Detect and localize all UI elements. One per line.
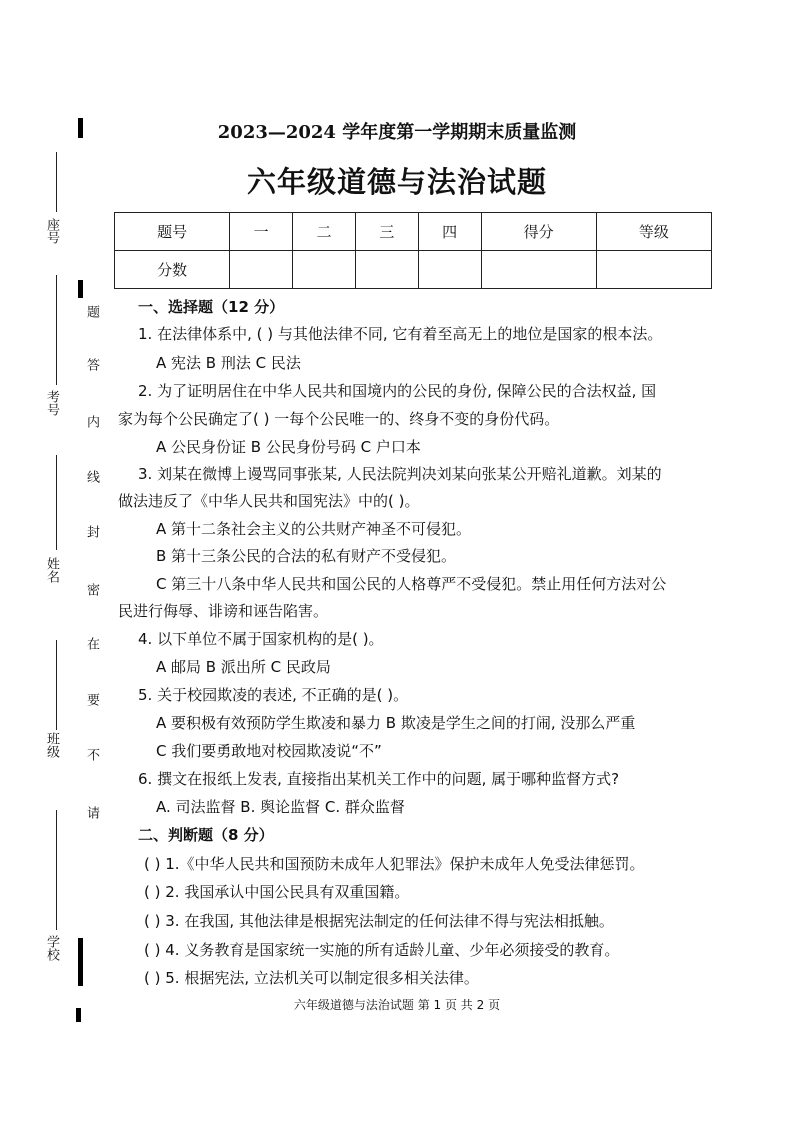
- seal-char: 要: [84, 693, 99, 706]
- seal-char: 在: [84, 637, 99, 650]
- exam-subtitle: 2023—2024 学年度第一学期期末质量监测: [217, 122, 577, 143]
- seal-char: 内: [84, 415, 99, 428]
- question-line: 1. 在法律体系中, ( ) 与其他法律不同, 它有着至高无上的地位是国家的根本法。: [138, 325, 663, 343]
- binding-mark: [78, 280, 83, 298]
- field-label-class: 班级: [44, 732, 59, 758]
- judgment-line: ( ) 3. 在我国, 其他法律是根据宪法制定的任何法律不得与宪法相抵触。: [144, 912, 614, 930]
- option-line: A. 司法监督 B. 舆论监督 C. 群众监督: [156, 798, 405, 816]
- seal-char: 题: [84, 305, 99, 318]
- judgment-line: ( ) 5. 根据宪法, 立法机关可以制定很多相关法律。: [144, 969, 479, 987]
- score-blank-cell[interactable]: [418, 251, 481, 289]
- question-line: 做法违反了《中华人民共和国宪法》中的( )。: [118, 492, 420, 510]
- score-table-cell: 得分: [481, 213, 596, 251]
- section-heading: 二、判断题（8 分）: [138, 826, 274, 844]
- binding-mark: [78, 938, 83, 986]
- seal-char: 答: [84, 358, 99, 371]
- score-table-cell: 等级: [596, 213, 711, 251]
- option-line: B 第十三条公民的合法的私有财产不受侵犯。: [156, 547, 457, 565]
- section-heading: 一、选择题（12 分）: [138, 298, 285, 316]
- score-table-score-row: [115, 251, 712, 289]
- field-underline-class: [56, 640, 57, 730]
- field-underline-school: [56, 810, 57, 930]
- score-blank-cell[interactable]: [355, 251, 418, 289]
- question-line: 3. 刘某在微博上谩骂同事张某, 人民法院判决刘某向张某公开赔礼道歉。刘某的: [138, 465, 662, 483]
- option-line: A 宪法 B 刑法 C 民法: [156, 354, 301, 372]
- score-table-cell: 分数: [115, 251, 230, 289]
- field-underline-name: [56, 455, 57, 550]
- score-blank-cell[interactable]: [481, 251, 596, 289]
- judgment-line: ( ) 1.《中华人民共和国预防未成年人犯罪法》保护未成年人免受法律惩罚。: [144, 855, 645, 873]
- score-table-cell: 二: [293, 213, 356, 251]
- option-line: C 我们要勇敢地对校园欺凌说“不”: [156, 742, 382, 760]
- question-line: 4. 以下单位不属于国家机构的是( )。: [138, 630, 384, 648]
- score-table-cell: 三: [355, 213, 418, 251]
- option-line: A 公民身份证 B 公民身份号码 C 户口本: [156, 438, 421, 456]
- question-line: 2. 为了证明居住在中华人民共和国境内的公民的身份, 保障公民的合法权益, 国: [138, 382, 657, 400]
- field-underline-exam-no: [56, 275, 57, 385]
- option-line: C 第三十八条中华人民共和国公民的人格尊严不受侵犯。禁止用任何方法对公: [156, 575, 667, 593]
- seal-char: 不: [84, 748, 99, 761]
- score-table-header-row: [115, 213, 712, 251]
- option-line: A 第十二条社会主义的公共财产神圣不可侵犯。: [156, 520, 472, 538]
- score-table-cell: 四: [418, 213, 481, 251]
- question-line: 5. 关于校园欺凌的表述, 不正确的是( )。: [138, 686, 409, 704]
- score-blank-cell[interactable]: [596, 251, 711, 289]
- score-table: [114, 212, 712, 289]
- score-table-cell: 题号: [115, 213, 230, 251]
- option-line: A 要积极有效预防学生欺凌和暴力 B 欺凌是学生之间的打闹, 没那么严重: [156, 714, 636, 732]
- score-table-cell: 一: [230, 213, 293, 251]
- option-line: A 邮局 B 派出所 C 民政局: [156, 658, 331, 676]
- field-label-exam-no: 考号: [44, 390, 59, 416]
- field-label-name: 姓名: [44, 557, 59, 583]
- judgment-line: ( ) 4. 义务教育是国家统一实施的所有适龄儿童、少年必须接受的教育。: [144, 941, 620, 959]
- question-line: 6. 撰文在报纸上发表, 直接指出某机关工作中的问题, 属于哪种监督方式?: [138, 770, 620, 788]
- score-blank-cell[interactable]: [293, 251, 356, 289]
- seal-char: 密: [84, 583, 99, 596]
- page-footer: 六年级道德与法治试题 第 1 页 共 2 页: [293, 998, 501, 1012]
- seal-char: 线: [84, 470, 99, 483]
- question-line: 家为每个公民确定了( ) 一每个公民唯一的、终身不变的身份代码。: [118, 410, 560, 428]
- judgment-line: ( ) 2. 我国承认中国公民具有双重国籍。: [144, 883, 410, 901]
- option-line: 民进行侮辱、诽谤和诬告陷害。: [118, 602, 329, 620]
- field-label-school: 学校: [44, 935, 59, 961]
- score-blank-cell[interactable]: [230, 251, 293, 289]
- exam-title: 六年级道德与法治试题: [246, 165, 547, 199]
- field-label-seat: 座号: [44, 218, 59, 244]
- seal-char: 请: [84, 806, 99, 819]
- seal-char: 封: [84, 525, 99, 538]
